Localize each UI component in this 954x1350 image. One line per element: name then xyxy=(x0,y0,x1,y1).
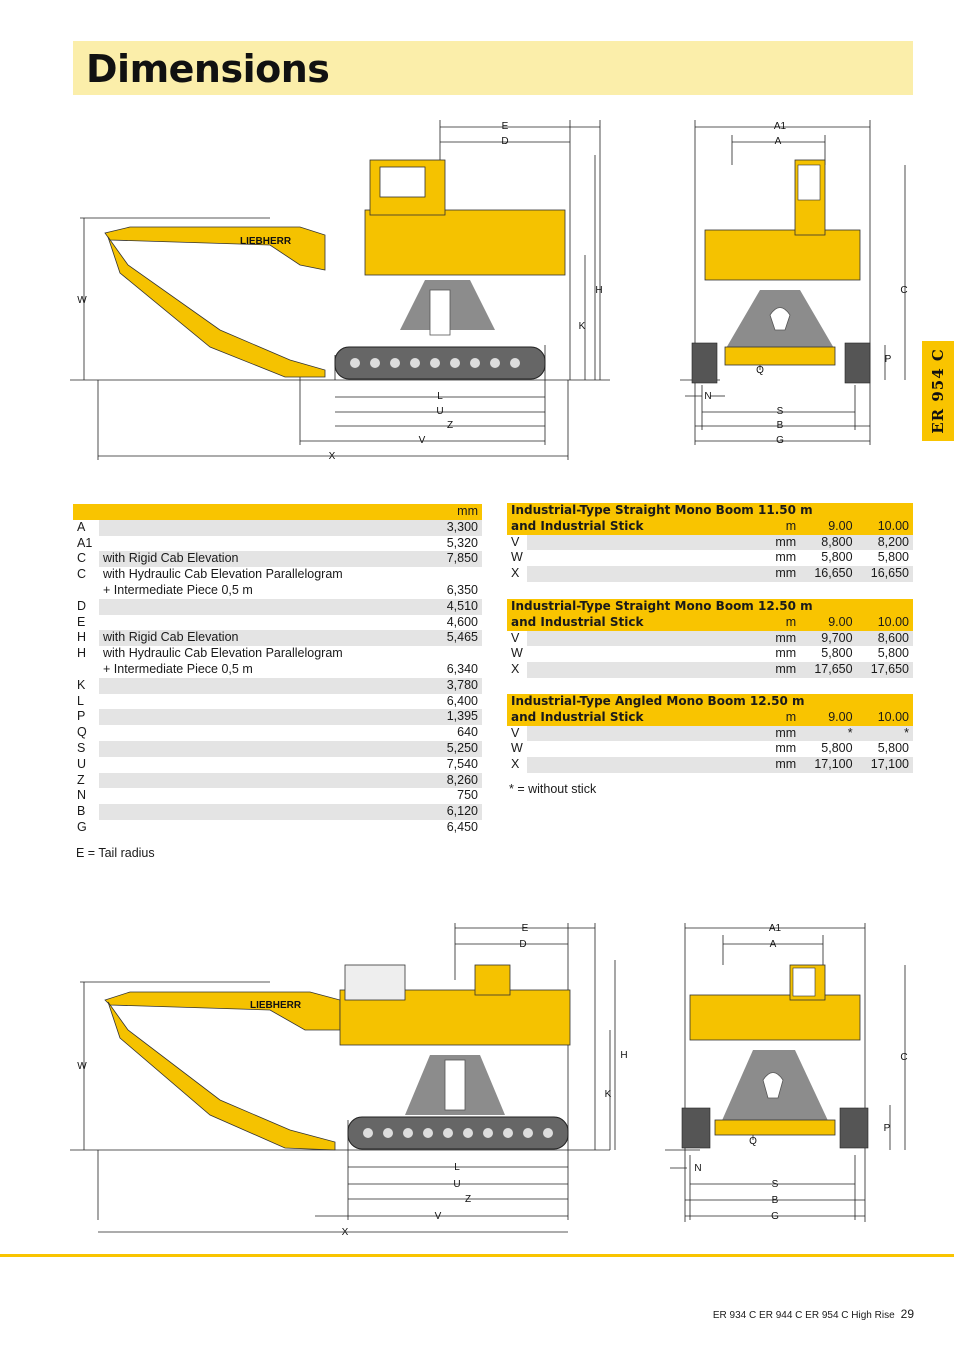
table-row xyxy=(507,631,913,647)
title-band xyxy=(73,41,913,95)
table-row xyxy=(507,662,913,678)
boom-table-1 xyxy=(507,503,913,582)
table-header-unit: mm xyxy=(430,504,482,520)
footer-rule xyxy=(0,1254,954,1257)
row-letter: K xyxy=(73,678,99,694)
row-value-1: 5,800 xyxy=(821,741,853,756)
table-row xyxy=(73,551,482,567)
row-letter: H xyxy=(73,646,99,662)
model-side-tab xyxy=(922,341,954,441)
row-unit: mm xyxy=(765,566,800,582)
row-value-2: 16,650 xyxy=(857,566,913,582)
row-letter: X xyxy=(511,757,520,772)
row-letter: X xyxy=(511,566,520,581)
row-letter: G xyxy=(73,820,99,836)
table-row xyxy=(73,820,482,836)
row-value: 6,120 xyxy=(430,804,482,820)
row-unit: mm xyxy=(765,726,800,742)
row-value: 6,350 xyxy=(446,582,478,597)
boom-brand-top: LIEBHERR xyxy=(240,236,292,247)
table-row xyxy=(507,550,913,566)
row-desc xyxy=(99,709,430,725)
table-row xyxy=(73,741,482,757)
table-row xyxy=(507,726,913,742)
row-value: 8,260 xyxy=(430,773,482,789)
row-letter: X xyxy=(511,662,520,677)
footer-models: ER 934 C ER 944 C ER 954 C High Rise xyxy=(712,1310,895,1321)
dim-label-s-top: S xyxy=(776,406,784,417)
model-side-tab-label: ER 954 C xyxy=(929,348,947,434)
table-row xyxy=(73,725,482,741)
table-row xyxy=(507,646,913,662)
tail-radius-note: E = Tail radius xyxy=(76,846,155,860)
row-desc xyxy=(99,725,430,741)
row-value: 1,395 xyxy=(430,709,482,725)
side-view-drawing-top xyxy=(70,115,610,465)
row-value: 5,250 xyxy=(430,741,482,757)
row-value: 6,400 xyxy=(446,693,478,708)
row-desc: with Rigid Cab Elevation xyxy=(99,551,430,567)
boom-table-2 xyxy=(507,599,913,678)
boom-col-stick-1: 9.00 xyxy=(800,615,856,631)
row-desc xyxy=(99,788,430,804)
boom-col-stick-1: 9.00 xyxy=(800,519,856,535)
boom-table-title: Industrial-Type Angled Mono Boom 12.50 m xyxy=(507,694,913,710)
dim-label-w-bottom: W xyxy=(77,1061,87,1072)
row-value: 5,320 xyxy=(446,535,478,550)
row-value: 4,600 xyxy=(446,614,478,629)
row-letter: Q xyxy=(73,725,99,741)
dim-label-q-top: Q xyxy=(756,365,764,376)
row-desc: with Hydraulic Cab Elevation Parallelogram xyxy=(103,567,343,582)
row-letter: A xyxy=(73,520,99,536)
row-value-1: 17,650 xyxy=(800,662,856,678)
row-desc xyxy=(99,536,430,552)
side-view-drawing-bottom xyxy=(70,920,628,1240)
row-letter: B xyxy=(73,804,99,820)
row-desc-line2: + Intermediate Piece 0,5 m xyxy=(103,661,253,676)
boom-col-unit: m xyxy=(765,615,800,631)
dim-label-k-bottom: K xyxy=(604,1089,612,1100)
dim-label-b-top: B xyxy=(776,420,784,431)
page-footer xyxy=(713,1307,914,1321)
row-value: 3,780 xyxy=(430,678,482,694)
dim-label-x-top: X xyxy=(328,451,336,462)
boom-table-title: Industrial-Type Straight Mono Boom 11.50 m xyxy=(507,503,913,519)
row-value: 4,510 xyxy=(430,599,482,615)
boom-col-stick-2: 10.00 xyxy=(857,615,913,631)
dim-label-l-bottom: L xyxy=(454,1162,460,1173)
row-letter: W xyxy=(511,550,523,565)
boom-table-subtitle: and Industrial Stick xyxy=(507,710,765,726)
row-letter: E xyxy=(73,615,99,631)
row-letter: C xyxy=(73,551,99,567)
row-letter: W xyxy=(511,741,523,756)
table-row xyxy=(73,646,482,662)
row-value-1: 5,800 xyxy=(821,550,853,565)
row-value-1: 16,650 xyxy=(800,566,856,582)
dim-label-w-top: W xyxy=(77,295,87,306)
dim-label-h-top: H xyxy=(595,285,603,296)
table-row xyxy=(73,788,482,804)
row-letter: N xyxy=(73,788,99,804)
row-letter: A1 xyxy=(73,536,99,552)
table-row xyxy=(507,757,913,773)
table-row xyxy=(73,678,482,694)
table-row xyxy=(507,741,913,757)
row-desc xyxy=(99,741,430,757)
table-row xyxy=(73,615,482,631)
table-row xyxy=(73,567,482,583)
row-value-2: 5,800 xyxy=(877,741,909,756)
row-desc xyxy=(99,773,430,789)
table-row xyxy=(507,566,913,582)
row-letter: W xyxy=(511,646,523,661)
dim-label-z-top: Z xyxy=(446,420,454,431)
row-desc: with Hydraulic Cab Elevation Parallelogram xyxy=(103,646,343,661)
row-value-1: * xyxy=(800,726,856,742)
row-desc xyxy=(99,599,430,615)
row-desc xyxy=(99,520,430,536)
page-title: Dimensions xyxy=(86,47,330,91)
row-desc xyxy=(99,678,430,694)
table-row xyxy=(73,630,482,646)
row-letter: L xyxy=(73,694,99,710)
table-row xyxy=(73,694,482,710)
row-letter: V xyxy=(511,725,520,740)
row-unit: mm xyxy=(775,741,797,756)
table-row xyxy=(73,757,482,773)
row-value-2: 17,650 xyxy=(857,662,913,678)
table-row xyxy=(73,773,482,789)
dim-label-k-top: K xyxy=(578,321,586,332)
dim-label-z-bottom: Z xyxy=(464,1194,472,1205)
dim-label-s-bottom: S xyxy=(771,1179,779,1190)
table-row xyxy=(73,520,482,536)
table-row xyxy=(73,599,482,615)
row-value-1: 5,800 xyxy=(821,646,853,661)
page-number: 29 xyxy=(900,1307,914,1321)
dim-label-v-bottom: V xyxy=(434,1211,442,1222)
row-letter: U xyxy=(73,757,99,773)
dim-label-p-top: P xyxy=(884,354,892,365)
row-value-2: 8,600 xyxy=(857,631,913,647)
row-unit: mm xyxy=(765,535,800,551)
row-value: 640 xyxy=(457,725,478,740)
dim-label-b-bottom: B xyxy=(771,1195,779,1206)
dim-label-d-top: D xyxy=(501,136,509,147)
front-view-drawing-bottom xyxy=(665,920,915,1225)
boom-table-subtitle: and Industrial Stick xyxy=(507,519,765,535)
dim-label-d-bottom: D xyxy=(519,939,527,950)
table-row xyxy=(73,709,482,725)
row-value: 6,340 xyxy=(446,661,478,676)
table-row xyxy=(73,536,482,552)
without-stick-note: * = without stick xyxy=(509,782,597,796)
row-letter: H xyxy=(73,630,99,646)
row-value-1: 17,100 xyxy=(800,757,856,773)
row-unit: mm xyxy=(765,662,800,678)
dim-label-l-top: L xyxy=(437,391,443,402)
dim-label-g-bottom: G xyxy=(771,1211,779,1222)
row-value: 7,850 xyxy=(430,551,482,567)
row-letter: P xyxy=(73,709,99,725)
row-letter: Z xyxy=(73,773,99,789)
row-letter: V xyxy=(511,630,520,645)
dim-label-e-top: E xyxy=(501,121,509,132)
boom-col-stick-2: 10.00 xyxy=(857,519,913,535)
table-row xyxy=(73,804,482,820)
row-desc xyxy=(99,757,430,773)
row-value-2: 5,800 xyxy=(877,550,909,565)
dim-label-u-bottom: U xyxy=(453,1179,461,1190)
dim-label-e-bottom: E xyxy=(521,923,529,934)
boom-col-unit: m xyxy=(765,519,800,535)
row-desc xyxy=(99,804,430,820)
row-value-1: 9,700 xyxy=(800,631,856,647)
row-value: 5,465 xyxy=(430,630,482,646)
dim-label-h-bottom: H xyxy=(620,1050,628,1061)
boom-table-subtitle: and Industrial Stick xyxy=(507,615,765,631)
dim-label-c-top: C xyxy=(900,285,908,296)
table-row xyxy=(507,535,913,551)
dim-label-a-top: A xyxy=(774,136,782,147)
row-value-2: * xyxy=(857,726,913,742)
row-value: 3,300 xyxy=(430,520,482,536)
row-letter: V xyxy=(511,534,520,549)
boom-col-stick-2: 10.00 xyxy=(857,710,913,726)
row-value: 7,540 xyxy=(446,756,478,771)
row-value-2: 5,800 xyxy=(877,646,909,661)
dim-label-n-top: N xyxy=(704,391,712,402)
row-unit: mm xyxy=(775,550,797,565)
row-value-2: 17,100 xyxy=(857,757,913,773)
boom-col-unit: m xyxy=(765,710,800,726)
dim-label-c-bottom: C xyxy=(900,1052,908,1063)
row-letter: C xyxy=(73,567,99,583)
row-value: 750 xyxy=(457,788,478,803)
dim-label-g-top: G xyxy=(776,435,784,446)
dim-label-a-bottom: A xyxy=(769,939,777,950)
boom-brand-bottom: LIEBHERR xyxy=(250,1000,302,1011)
dim-label-a1-top: A1 xyxy=(773,121,787,132)
dim-label-x-bottom: X xyxy=(341,1227,349,1238)
dimensions-table xyxy=(73,504,482,836)
row-desc-line2: + Intermediate Piece 0,5 m xyxy=(103,582,253,597)
boom-col-stick-1: 9.00 xyxy=(800,710,856,726)
front-view-drawing-top xyxy=(680,115,920,450)
dim-label-a1-bottom: A1 xyxy=(768,923,782,934)
row-unit: mm xyxy=(765,631,800,647)
row-unit: mm xyxy=(775,646,797,661)
row-letter: D xyxy=(73,599,99,615)
row-unit: mm xyxy=(765,757,800,773)
dim-label-q-bottom: Q xyxy=(749,1136,757,1147)
row-desc xyxy=(99,694,430,710)
boom-table-3 xyxy=(507,694,913,773)
dim-label-u-top: U xyxy=(436,406,444,417)
dim-label-n-bottom: N xyxy=(694,1163,702,1174)
row-value-2: 8,200 xyxy=(857,535,913,551)
table-header-desc xyxy=(99,504,430,520)
row-value: 6,450 xyxy=(446,819,478,834)
row-desc: with Rigid Cab Elevation xyxy=(99,630,430,646)
table-header-blank xyxy=(73,504,99,520)
boom-table-title: Industrial-Type Straight Mono Boom 12.50 m xyxy=(507,599,913,615)
dim-label-v-top: V xyxy=(418,435,426,446)
dim-label-p-bottom: P xyxy=(883,1123,891,1134)
row-desc xyxy=(99,820,430,836)
row-value-1: 8,800 xyxy=(800,535,856,551)
row-letter: S xyxy=(73,741,99,757)
row-desc xyxy=(99,615,430,631)
